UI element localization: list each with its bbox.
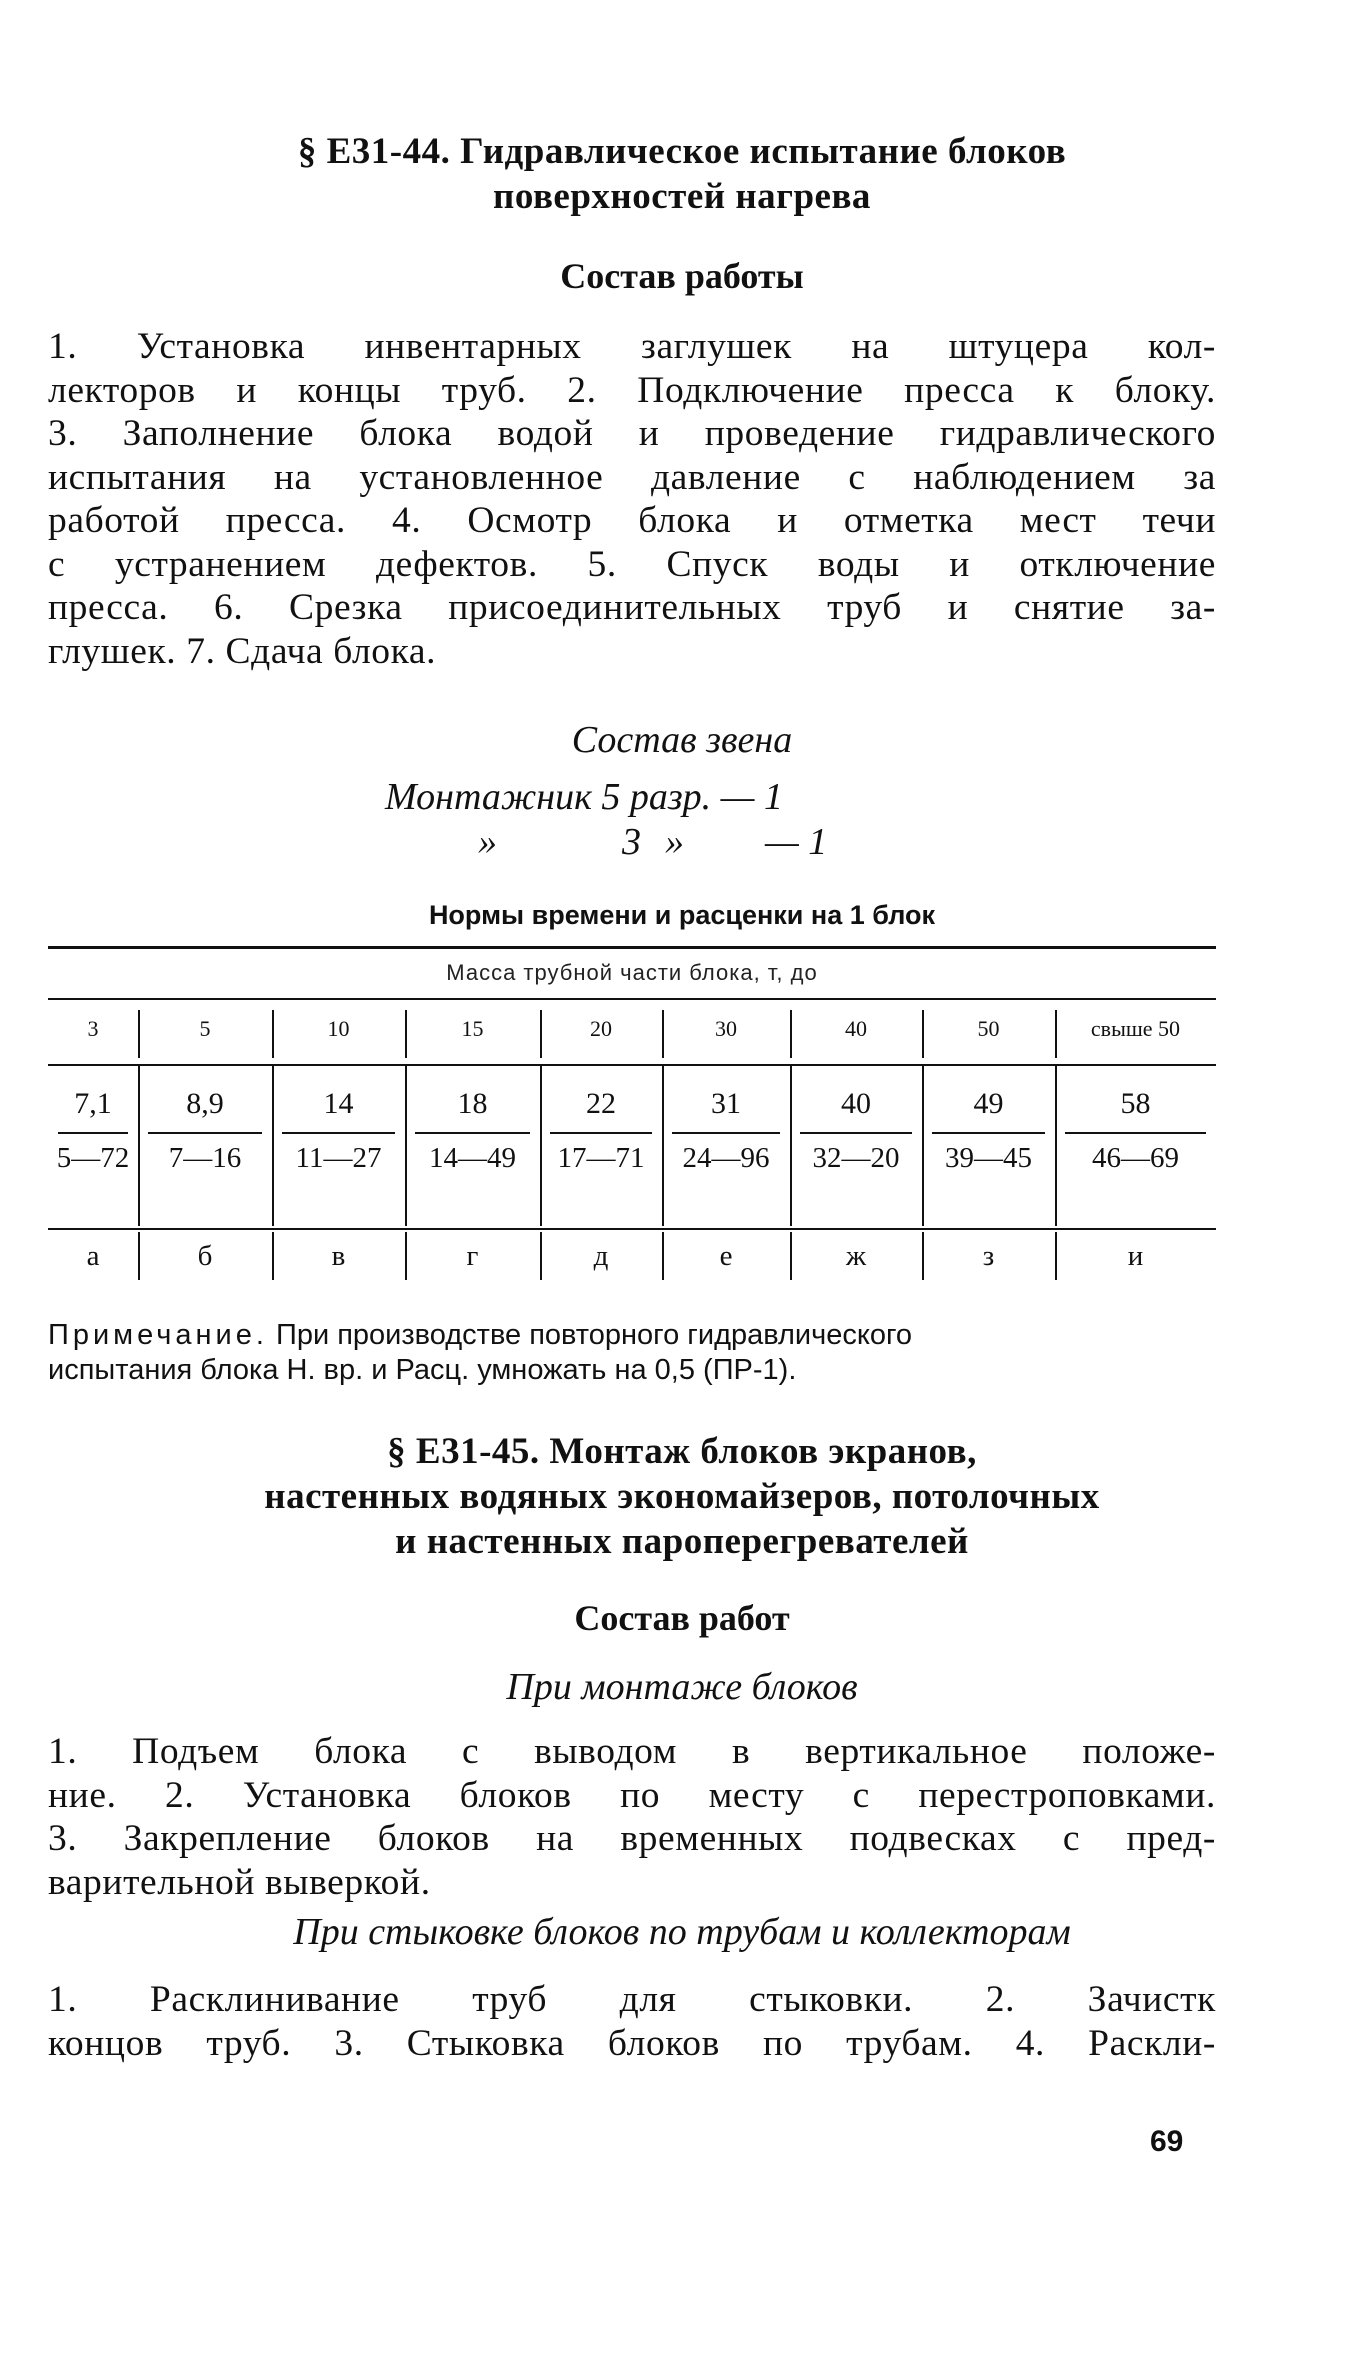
column-header: 50	[977, 1016, 1000, 1041]
column-divider	[540, 1232, 542, 1280]
column-header: 5	[199, 1016, 211, 1041]
paragraph-line: 1. Установка инвентарных заглушек на штуцера кол-	[48, 326, 1216, 367]
fraction-bar	[282, 1132, 395, 1134]
paragraph-line: испытания на установленное давление с наблюдением за	[48, 456, 1216, 498]
paragraph-line: 3. Закрепление блоков на временных подвесках с пред-	[48, 1818, 1216, 1859]
note-label: Примечание.	[48, 1319, 268, 1351]
rate-value: 14—49	[429, 1142, 516, 1174]
time-norm-value: 58	[1120, 1087, 1151, 1120]
column-divider	[138, 1066, 140, 1226]
column-header: 10	[327, 1016, 350, 1041]
crew-ditto-1: »	[478, 821, 497, 863]
paragraph-line: лекторов и концы труб. 2. Подключение пресса к блоку.	[48, 369, 1216, 411]
paragraph-line: 3. Заполнение блока водой и проведение гидравлического	[48, 413, 1216, 454]
table-columns-rule	[48, 1064, 1216, 1066]
section2-work-heading: Состав работ	[574, 1598, 790, 1638]
crew-heading: Состав звена	[571, 719, 793, 761]
crew-grade: 3	[622, 821, 641, 863]
column-letter: ж	[845, 1240, 867, 1272]
table-header-rule	[48, 998, 1216, 1000]
section1-work-paragraph	[48, 325, 1216, 673]
column-divider	[138, 1232, 140, 1280]
fraction-bar	[1065, 1132, 1206, 1134]
note-line-2: испытания блока Н. вр. и Расц. умножать на 0,5 (ПР-1).	[48, 1354, 797, 1386]
column-divider	[662, 1066, 664, 1226]
section2-title-line2: настенных водяных экономайзеров, потолочных	[264, 1476, 1100, 1517]
section1-work-heading: Состав работы	[560, 256, 804, 296]
table-header-caption: Масса трубной части блока, т, до	[446, 960, 818, 985]
column-letter: г	[466, 1240, 479, 1272]
table-title: Нормы времени и расценки на 1 блок	[428, 900, 936, 930]
column-divider	[790, 1010, 792, 1058]
column-header: 20	[590, 1016, 612, 1041]
column-divider	[138, 1010, 140, 1058]
rate-value: 7—16	[168, 1142, 242, 1174]
column-divider	[1055, 1010, 1057, 1058]
column-divider	[540, 1066, 542, 1226]
column-letter: а	[86, 1240, 100, 1272]
column-letter: и	[1127, 1240, 1144, 1272]
paragraph-line: работой пресса. 4. Осмотр блока и отметка мест течи	[48, 500, 1216, 541]
fraction-bar	[415, 1132, 530, 1134]
time-norm-value: 49	[973, 1087, 1004, 1120]
column-letter: е	[719, 1240, 733, 1272]
column-divider	[922, 1232, 924, 1280]
column-letter: б	[197, 1240, 213, 1272]
paragraph-line: глушек. 7. Сдача блока.	[48, 630, 437, 672]
time-norm-value: 7,1	[74, 1087, 112, 1120]
column-divider	[405, 1066, 407, 1226]
column-divider	[540, 1010, 542, 1058]
column-letter: з	[982, 1240, 995, 1272]
section1-title-line1: § Е31-44. Гидравлическое испытание блоков	[297, 131, 1067, 172]
note-line-1	[48, 1318, 1216, 1353]
rate-value: 24—96	[682, 1142, 770, 1174]
column-divider	[272, 1232, 274, 1280]
column-header: свыше 50	[1090, 1016, 1181, 1041]
table-body-rule	[48, 1228, 1216, 1230]
column-letter: д	[593, 1240, 609, 1272]
column-divider	[272, 1066, 274, 1226]
column-divider	[662, 1232, 664, 1280]
crew-line-1: Монтажник 5 разр. — 1	[385, 776, 783, 818]
rate-value: 39—45	[945, 1142, 1032, 1174]
fraction-bar	[148, 1132, 262, 1134]
section2-title-line1: § Е31-45. Монтаж блоков экранов,	[387, 1431, 977, 1472]
time-norm-value: 40	[841, 1087, 871, 1120]
rate-value: 17—71	[557, 1142, 645, 1174]
fraction-bar	[550, 1132, 652, 1134]
rate-value: 5—72	[56, 1142, 130, 1174]
paragraph-line: пресса. 6. Срезка присоединительных труб и снятие за-	[48, 587, 1216, 628]
rate-value: 32—20	[812, 1142, 900, 1174]
column-divider	[790, 1232, 792, 1280]
column-letter: в	[331, 1240, 346, 1272]
column-divider	[922, 1010, 924, 1058]
column-header: 30	[715, 1016, 737, 1041]
paragraph-line: ние. 2. Установка блоков по месту с перестроповками.	[48, 1774, 1216, 1816]
paragraph-line: 1. Подъем блока с выводом в вертикальное положе-	[48, 1731, 1216, 1772]
time-norm-value: 22	[586, 1087, 616, 1120]
fraction-bar	[800, 1132, 912, 1134]
table-top-rule	[48, 946, 1216, 949]
column-divider	[405, 1232, 407, 1280]
column-divider	[272, 1010, 274, 1058]
time-norm-value: 31	[711, 1087, 741, 1120]
page-number: 69	[1150, 2125, 1184, 2158]
paragraph-line: концов труб. 3. Стыковка блоков по трубам. 4. Раскли-	[48, 2022, 1216, 2064]
time-norm-value: 14	[323, 1087, 354, 1120]
table-note	[48, 1318, 1216, 1388]
column-divider	[922, 1066, 924, 1226]
note-line-1-text: При производстве повторного гидравлического	[267, 1319, 913, 1351]
sub1-paragraph	[48, 1730, 1216, 1904]
section2-title-line3: и настенных пароперегревателей	[395, 1521, 969, 1562]
sub1-heading: При монтаже блоков	[506, 1666, 858, 1708]
paragraph-line: 1. Расклинивание труб для стыковки. 2. Зачистк	[48, 1979, 1216, 2020]
column-divider	[1055, 1232, 1057, 1280]
column-divider	[662, 1010, 664, 1058]
sub2-heading: При стыковке блоков по трубам и коллекторам	[293, 1911, 1071, 1953]
paragraph-line: с устранением дефектов. 5. Спуск воды и отключение	[48, 543, 1216, 585]
column-divider	[1055, 1066, 1057, 1226]
crew-ditto-2: »	[665, 821, 684, 863]
rate-value: 46—69	[1092, 1142, 1179, 1174]
sub2-paragraph	[48, 1978, 1216, 2065]
paragraph-line: варительной выверкой.	[48, 1861, 431, 1903]
crew-count: — 1	[765, 821, 828, 863]
time-norm-value: 8,9	[186, 1087, 224, 1120]
column-divider	[405, 1010, 407, 1058]
fraction-bar	[932, 1132, 1045, 1134]
column-divider	[790, 1066, 792, 1226]
time-norm-value: 18	[457, 1087, 488, 1120]
fraction-bar	[672, 1132, 780, 1134]
section1-title-line2: поверхностей нагрева	[493, 176, 871, 217]
column-header: 40	[845, 1016, 867, 1041]
fraction-bar	[58, 1132, 128, 1134]
column-header: 15	[461, 1016, 484, 1041]
column-header: 3	[87, 1016, 99, 1041]
rate-value: 11—27	[295, 1142, 382, 1174]
